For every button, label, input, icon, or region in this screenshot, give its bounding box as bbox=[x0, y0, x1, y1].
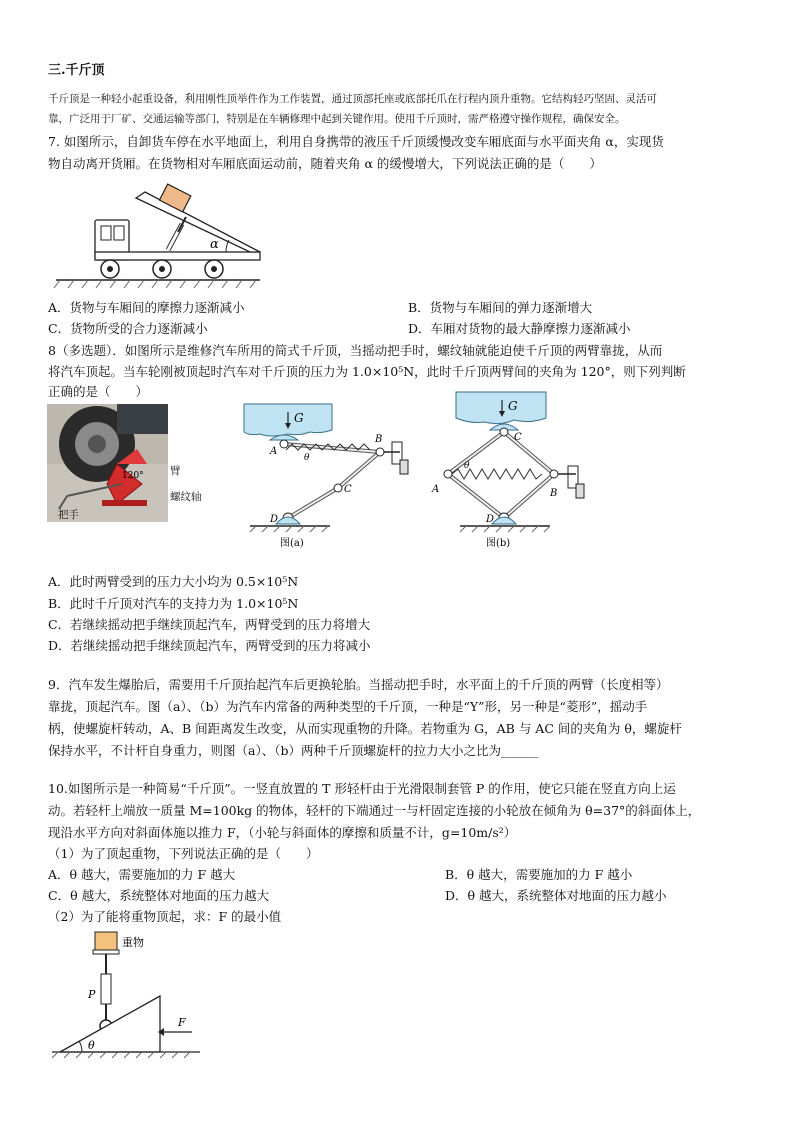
q10-weight-label: 重物 bbox=[122, 936, 144, 949]
fig-b-g-label: G bbox=[508, 399, 518, 413]
photo-arm-label: 臂 bbox=[170, 465, 181, 477]
q9-stem-4: 保持水平，不计杆自身重力，则图（a）、（b）两种千斤顶螺旋杆的拉力大小之比为______ bbox=[48, 743, 539, 758]
fig-b-b-label: B bbox=[550, 488, 558, 499]
q7-dump-truck-figure bbox=[50, 180, 270, 290]
q8-figure-b bbox=[430, 388, 600, 553]
fig-a-b-label: B bbox=[375, 434, 383, 445]
q7-stem-1: 7. 如图所示，自卸货车停在水平地面上，利用自身携带的液压千斤顶缓慢改变车厢底面与水平面夹角 α，实现货 bbox=[48, 134, 664, 149]
q8-option-c: C．若继续摇动把手继续顶起汽车，两臂受到的压力将增大 bbox=[48, 617, 371, 632]
intro-line-1: 千斤顶是一种轻小起重设备，利用刚性顶举件作为工作装置，通过顶部托座或底部托爪在行程内顶升重物。它结构轻巧坚固、灵活可 bbox=[48, 93, 657, 105]
q8-stem-3: 正确的是（ ） bbox=[48, 384, 149, 399]
q10-stem-1: 10.如图所示是一种简易“千斤顶”。一竖直放置的 T 形轻杆由于光滑限制套管 P 的作用，使它只能在竖直方向上运 bbox=[48, 781, 676, 796]
q7-option-c: C．货物所受的合力逐渐减小 bbox=[48, 321, 208, 336]
q8-option-a: A．此时两臂受到的压力大小均为 0.5×10⁵N bbox=[48, 574, 299, 589]
q9-stem-1: 9．汽车发生爆胎后，需要用千斤顶抬起汽车后更换轮胎。当摇动把手时，水平面上的千斤顶的两臂（长度相等） bbox=[48, 677, 669, 692]
photo-angle-label: 120° bbox=[122, 471, 144, 481]
q8-option-d: D．若继续摇动把手继续顶起汽车，两臂受到的压力将减小 bbox=[48, 638, 371, 653]
fig-a-a-label: A bbox=[270, 446, 278, 457]
q10-theta-label: θ bbox=[88, 1039, 95, 1052]
q10-f-label: F bbox=[178, 1016, 186, 1029]
q7-option-a: A．货物与车厢间的摩擦力逐渐减小 bbox=[48, 300, 245, 315]
fig-b-d-label: D bbox=[486, 514, 495, 525]
photo-handle-label: 把手 bbox=[58, 509, 79, 521]
q7-option-d: D．车厢对货物的最大静摩擦力逐渐减小 bbox=[408, 321, 631, 336]
q8-option-b: B．此时千斤顶对汽车的支持力为 1.0×10⁵N bbox=[48, 596, 299, 611]
q10-simple-jack-figure bbox=[50, 928, 210, 1068]
q10-stem-3: 现沿水平方向对斜面体施以推力 F，（小轮与斜面体的摩擦和质量不计，g=10m/s²） bbox=[48, 825, 517, 840]
section-title: 三.千斤顶 bbox=[48, 63, 105, 78]
q10-p-label: P bbox=[88, 988, 96, 1001]
fig-b-a-label: A bbox=[432, 484, 440, 495]
fig-a-d-label: D bbox=[270, 514, 279, 525]
q7-option-b: B．货物与车厢间的弹力逐渐增大 bbox=[408, 300, 593, 315]
fig-a-theta-label: θ bbox=[304, 453, 310, 463]
q8-jack-photo bbox=[47, 404, 168, 522]
q10-option-d: D．θ 越大，系统整体对地面的压力越小 bbox=[445, 888, 667, 903]
q10-option-a: A．θ 越大，需要施加的力 F 越大 bbox=[48, 867, 236, 882]
fig-b-theta-label: θ bbox=[464, 461, 470, 471]
q8-figure-a bbox=[240, 400, 420, 550]
fig-a-caption: 图(a) bbox=[280, 538, 304, 549]
photo-screw-label: 螺纹轴 bbox=[170, 491, 202, 503]
q7-stem-2: 物自动离开货厢。在货物相对车厢底面运动前，随着夹角 α 的缓慢增大，下列说法正确的是（ ） bbox=[48, 156, 602, 171]
q8-stem-2: 将汽车顶起。当车轮刚被顶起时汽车对千斤顶的压力为 1.0×10⁵N，此时千斤顶两臂间的夹角为 120°，则下列判断 bbox=[48, 364, 686, 379]
q10-sub2: （2）为了能将重物顶起，求：F 的最小值 bbox=[48, 909, 282, 924]
fig-a-g-label: G bbox=[294, 411, 304, 425]
q7-alpha-label: α bbox=[210, 237, 219, 252]
q10-stem-2: 动。若轻杆上端放一质量 M=100kg 的物体，轻杆的下端通过一与杆固定连接的小轮放在倾角为 θ=37°的斜面体上， bbox=[48, 803, 701, 818]
q9-stem-3: 柄，使螺旋杆转动，A、B 间距离发生改变，从而实现重物的升降。若物重为 G，AB 与 AC 间的夹角为 θ，螺旋杆 bbox=[48, 721, 682, 736]
intro-line-2: 靠，广泛用于厂矿、交通运输等部门，特别是在车辆修理中起到关键作用。使用千斤顶时，需严格遵守操作规程，确保安全。 bbox=[48, 113, 626, 125]
q10-option-c: C．θ 越大，系统整体对地面的压力越大 bbox=[48, 888, 270, 903]
q9-stem-2: 靠拢，顶起汽车。图（a）、（b）为汽车内常备的两种类型的千斤顶，一种是“Y”形，另一种是“菱形”，摇动手 bbox=[48, 699, 648, 714]
q10-option-b: B．θ 越大，需要施加的力 F 越小 bbox=[445, 867, 633, 882]
fig-b-c-label: C bbox=[514, 432, 522, 443]
q10-sub1: （1）为了顶起重物，下列说法正确的是（ ） bbox=[48, 846, 319, 861]
fig-a-c-label: C bbox=[344, 484, 352, 495]
fig-b-caption: 图(b) bbox=[486, 538, 511, 549]
q8-stem-1: 8（多选题）．如图所示是维修汽车所用的简式千斤顶，当摇动把手时，螺纹轴就能迫使千斤顶的两臂靠拢，从而 bbox=[48, 343, 663, 358]
